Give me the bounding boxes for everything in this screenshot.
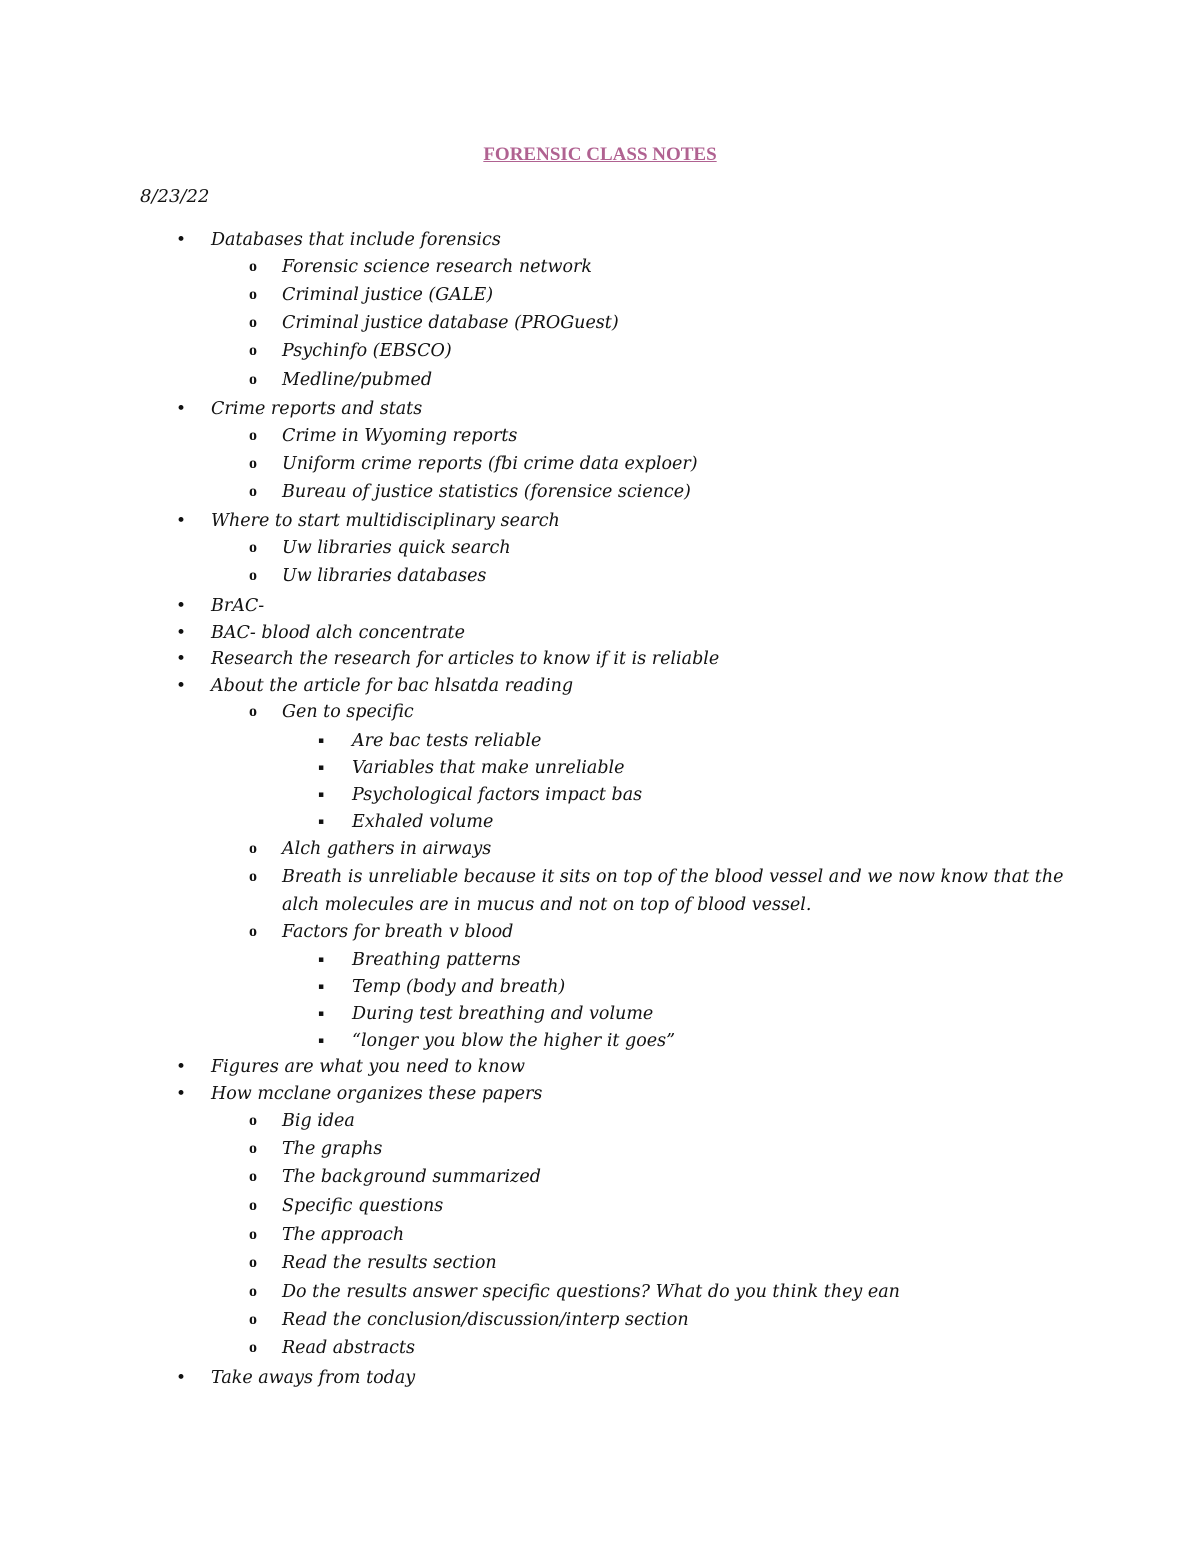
note-item-level2: Factors for breath v blood (282, 922, 514, 942)
note-item-level1: About the article for bac hlsatda reading (211, 676, 574, 696)
bullet-level1-icon: • (176, 676, 187, 696)
note-item-level1: Crime reports and stats (211, 399, 423, 419)
bullet-level2-icon: o (249, 1226, 257, 1243)
bullet-level2-icon: o (249, 258, 257, 275)
bullet-level1-icon: • (176, 596, 187, 616)
bullet-level2-icon: o (249, 342, 257, 359)
bullet-level1-icon: • (176, 1084, 187, 1104)
note-item-continuation: alch molecules are in mucus and not on top of blood vessel. (282, 895, 812, 915)
note-item-level1: Figures are what you need to know (211, 1057, 526, 1077)
bullet-level2-icon: o (249, 314, 257, 331)
bullet-level1-icon: • (176, 623, 187, 643)
note-item-level2: Read the conclusion/discussion/interp section (282, 1310, 689, 1330)
note-item-level1: Research the research for articles to know if it is reliable (211, 649, 720, 669)
bullet-level2-icon: o (249, 1254, 257, 1271)
bullet-level3-icon: ▪ (318, 817, 325, 827)
note-item-level3: During test breathing and volume (352, 1004, 654, 1024)
bullet-level3-icon: ▪ (318, 1036, 325, 1046)
bullet-level1-icon: • (176, 511, 187, 531)
bullet-level2-icon: o (249, 1112, 257, 1129)
note-item-level2: Uw libraries quick search (282, 538, 511, 558)
bullet-level2-icon: o (249, 1311, 257, 1328)
note-item-level2: Gen to specific (282, 702, 414, 722)
note-item-level2: Psychinfo (EBSCO) (282, 341, 452, 361)
bullet-level2-icon: o (249, 703, 257, 720)
note-item-level2: Forensic science research network (282, 257, 593, 277)
note-item-level3: “longer you blow the higher it goes” (352, 1031, 676, 1051)
bullet-level3-icon: ▪ (318, 1009, 325, 1019)
bullet-level3-icon: ▪ (318, 763, 325, 773)
note-item-level3: Exhaled volume (352, 812, 494, 832)
bullet-level1-icon: • (176, 399, 187, 419)
note-item-level1: Databases that include forensics (211, 230, 501, 250)
bullet-level1-icon: • (176, 230, 187, 250)
note-item-level1: BAC- blood alch concentrate (211, 623, 465, 643)
note-item-level2: Breath is unreliable because it sits on top of the blood vessel and we now know that the (282, 867, 1064, 887)
bullet-level1-icon: • (176, 1057, 187, 1077)
bullet-level1-icon: • (176, 1368, 187, 1388)
bullet-level3-icon: ▪ (318, 982, 325, 992)
note-item-level2: Alch gathers in airways (282, 839, 492, 859)
bullet-level2-icon: o (249, 868, 257, 885)
bullet-level2-icon: o (249, 539, 257, 556)
bullet-level2-icon: o (249, 1168, 257, 1185)
bullet-level2-icon: o (249, 1283, 257, 1300)
note-item-level2: Read abstracts (282, 1338, 415, 1358)
note-item-level2: Criminal justice (GALE) (282, 285, 494, 305)
bullet-level2-icon: o (249, 567, 257, 584)
note-item-level3: Variables that make unreliable (352, 758, 625, 778)
bullet-level2-icon: o (249, 455, 257, 472)
note-item-level2: Read the results section (282, 1253, 497, 1273)
bullet-level2-icon: o (249, 483, 257, 500)
bullet-level2-icon: o (249, 923, 257, 940)
note-item-level2: Big idea (282, 1111, 355, 1131)
bullet-level2-icon: o (249, 286, 257, 303)
note-item-level1: Where to start multidisciplinary search (211, 511, 560, 531)
note-item-level3: Are bac tests reliable (352, 731, 542, 751)
note-item-level2: The graphs (282, 1139, 383, 1159)
bullet-level2-icon: o (249, 840, 257, 857)
bullet-level2-icon: o (249, 371, 257, 388)
note-item-level3: Temp (body and breath) (352, 977, 566, 997)
note-item-level2: Uniform crime reports (fbi crime data exploer) (282, 454, 698, 474)
note-item-level2: Specific questions (282, 1196, 444, 1216)
bullet-level2-icon: o (249, 1140, 257, 1157)
note-item-level1: BrAC- (211, 596, 265, 616)
note-item-level2: Bureau of justice statistics (forensice science) (282, 482, 691, 502)
bullet-level3-icon: ▪ (318, 955, 325, 965)
note-item-level2: Crime in Wyoming reports (282, 426, 518, 446)
note-item-level3: Psychological factors impact bas (352, 785, 643, 805)
note-item-level2: Medline/pubmed (282, 370, 433, 390)
bullet-level2-icon: o (249, 1339, 257, 1356)
note-item-level2: The background summarized (282, 1167, 541, 1187)
note-item-level2: The approach (282, 1225, 405, 1245)
bullet-level3-icon: ▪ (318, 790, 325, 800)
note-item-level1: How mcclane organizes these papers (211, 1084, 543, 1104)
bullet-level2-icon: o (249, 1197, 257, 1214)
note-date: 8/23/22 (140, 186, 210, 207)
document-title: FORENSIC CLASS NOTES (483, 144, 717, 165)
bullet-level3-icon: ▪ (318, 736, 325, 746)
note-item-level3: Breathing patterns (352, 950, 521, 970)
note-item-level2: Uw libraries databases (282, 566, 487, 586)
note-item-level1: Take aways from today (211, 1368, 416, 1388)
bullet-level2-icon: o (249, 427, 257, 444)
note-item-level2: Criminal justice database (PROGuest) (282, 313, 619, 333)
note-item-level2: Do the results answer specific questions? What do you think they ean (282, 1282, 900, 1302)
bullet-level1-icon: • (176, 649, 187, 669)
